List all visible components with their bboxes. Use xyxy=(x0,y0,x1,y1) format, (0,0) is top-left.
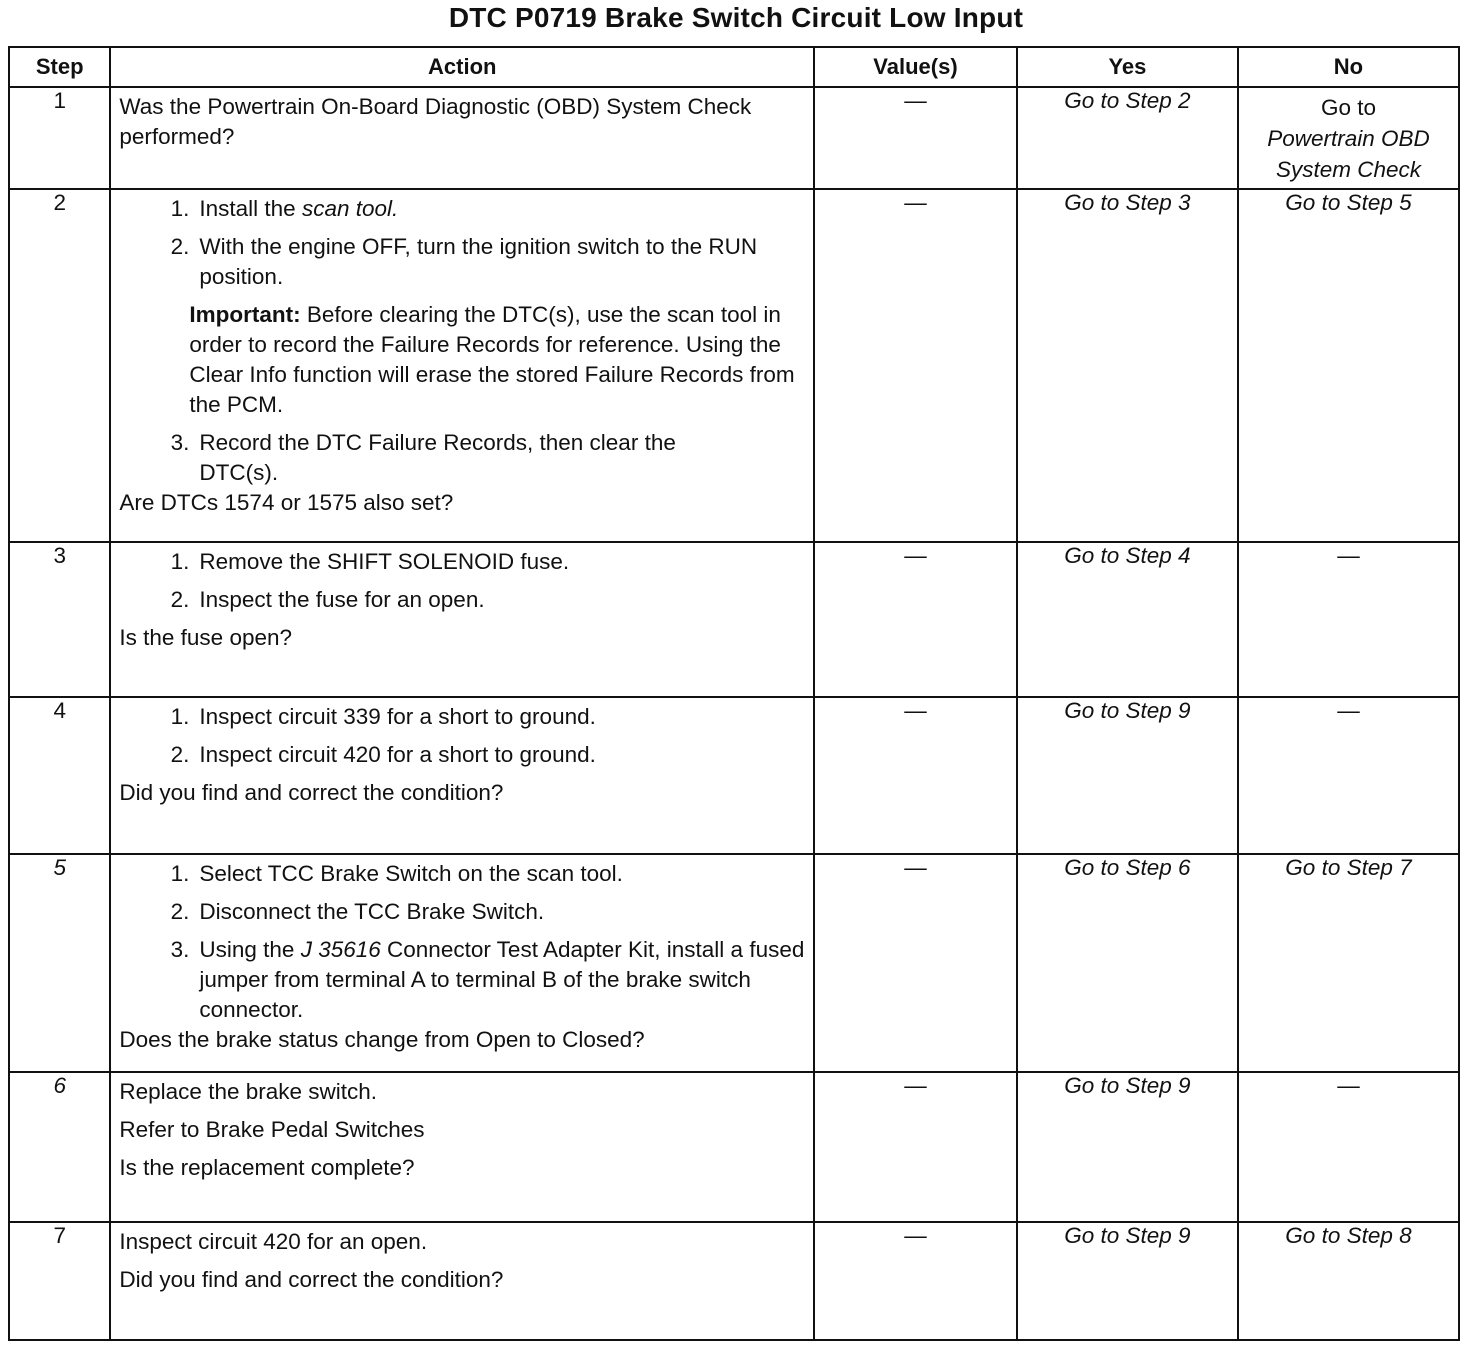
header-no: No xyxy=(1238,47,1459,87)
step-number: 4 xyxy=(9,697,110,854)
step-number: 7 xyxy=(9,1222,110,1340)
item-text: Install the xyxy=(199,196,302,221)
yes-link[interactable]: Go to Step 9 xyxy=(1017,697,1238,854)
action-line: Refer to Brake Pedal Switches xyxy=(119,1117,425,1142)
yes-link[interactable]: Go to Step 9 xyxy=(1017,1222,1238,1340)
no-cell: — xyxy=(1238,1072,1459,1222)
header-yes: Yes xyxy=(1017,47,1238,87)
action-question: Did you find and correct the condition? xyxy=(119,1267,504,1292)
item-number: 2. xyxy=(170,742,190,767)
yes-link[interactable]: Go to Step 6 xyxy=(1017,854,1238,1072)
list-item xyxy=(119,232,807,292)
item-number: 1. xyxy=(170,549,190,574)
yes-link[interactable]: Go to Step 4 xyxy=(1017,542,1238,697)
header-values: Value(s) xyxy=(814,47,1017,87)
list-item xyxy=(119,740,807,770)
value-cell: — xyxy=(814,1072,1017,1222)
action-question: Did you find and correct the condition? xyxy=(119,780,504,805)
item-text: Connector Test Adapter Kit, install a fused jumper from terminal A to terminal B of the brake switch connector. xyxy=(199,937,805,1022)
important-note xyxy=(189,300,807,420)
header-step: Step xyxy=(9,47,110,87)
list-item xyxy=(119,428,807,488)
action-cell xyxy=(110,542,814,697)
action-question: Was the Powertrain On-Board Diagnostic (OBD) System Check performed? xyxy=(119,94,752,149)
item-number: 3. xyxy=(170,937,190,962)
page-title: DTC P0719 Brake Switch Circuit Low Input xyxy=(448,2,1024,33)
action-cell xyxy=(110,87,814,189)
step-number: 2 xyxy=(9,189,110,542)
no-link[interactable]: Go to Step 5 xyxy=(1238,189,1459,542)
item-text: Inspect circuit 420 for a short to ground. xyxy=(199,742,596,767)
item-number: 1. xyxy=(170,196,190,221)
item-text: Inspect the fuse for an open. xyxy=(199,587,485,612)
action-question: Does the brake status change from Open to Closed? xyxy=(119,1027,645,1052)
item-number: 3. xyxy=(170,430,190,455)
action-cell xyxy=(110,1222,814,1340)
list-item xyxy=(119,859,807,889)
value-cell: — xyxy=(814,542,1017,697)
table-row xyxy=(9,189,1459,542)
item-text: Record the DTC Failure Records, then clear the DTC(s). xyxy=(199,430,676,485)
value-cell: — xyxy=(814,189,1017,542)
step-number: 1 xyxy=(9,87,110,189)
action-question: Is the fuse open? xyxy=(119,625,293,650)
table-row xyxy=(9,697,1459,854)
table-row xyxy=(9,542,1459,697)
action-line: Replace the brake switch. xyxy=(119,1079,378,1104)
step-number: 3 xyxy=(9,542,110,697)
no-link[interactable]: Go to Step 7 xyxy=(1238,854,1459,1072)
note-text: Before clearing the DTC(s), use the scan tool in order to record the Failure Records for reference. Using the Clear Info function will erase the stored Failure Records from the PCM. xyxy=(189,302,795,417)
item-number: 2. xyxy=(170,234,190,259)
action-question: Are DTCs 1574 or 1575 also set? xyxy=(119,490,454,515)
list-item xyxy=(119,935,807,1025)
no-link[interactable]: Go to Step 8 xyxy=(1238,1222,1459,1340)
value-cell: — xyxy=(814,87,1017,189)
no-link[interactable]: Powertrain OBD System Check xyxy=(1267,126,1430,182)
value-cell: — xyxy=(814,1222,1017,1340)
list-item xyxy=(119,194,807,224)
list-item xyxy=(119,897,807,927)
item-text: Select TCC Brake Switch on the scan tool. xyxy=(199,861,623,886)
list-item xyxy=(119,547,807,577)
action-line: Inspect circuit 420 for an open. xyxy=(119,1229,428,1254)
action-cell xyxy=(110,697,814,854)
step-number: 6 xyxy=(9,1072,110,1222)
value-cell: — xyxy=(814,854,1017,1072)
header-action: Action xyxy=(110,47,814,87)
item-number: 2. xyxy=(170,587,190,612)
item-text: With the engine OFF, turn the ignition switch to the RUN position. xyxy=(199,234,758,289)
no-cell: — xyxy=(1238,697,1459,854)
action-cell xyxy=(110,1072,814,1222)
yes-link[interactable]: Go to Step 3 xyxy=(1017,189,1238,542)
item-number: 2. xyxy=(170,899,190,924)
item-text: Disconnect the TCC Brake Switch. xyxy=(199,899,545,924)
no-cell: — xyxy=(1238,542,1459,697)
table-row xyxy=(9,854,1459,1072)
value-cell: — xyxy=(814,697,1017,854)
diagnostic-table xyxy=(8,46,1460,1341)
item-text: Inspect circuit 339 for a short to ground. xyxy=(199,704,596,729)
yes-link[interactable]: Go to Step 2 xyxy=(1017,87,1238,189)
action-question: Is the replacement complete? xyxy=(119,1155,415,1180)
yes-link[interactable]: Go to Step 9 xyxy=(1017,1072,1238,1222)
item-number: 1. xyxy=(170,861,190,886)
tool-number: J 35616 xyxy=(300,937,381,962)
no-prefix: Go to xyxy=(1320,95,1376,120)
table-row xyxy=(9,1072,1459,1222)
table-header-row xyxy=(9,47,1459,87)
item-number: 1. xyxy=(170,704,190,729)
note-label: Important: xyxy=(189,302,301,327)
action-cell xyxy=(110,189,814,542)
no-cell xyxy=(1238,87,1459,189)
action-cell xyxy=(110,854,814,1072)
table-row xyxy=(9,87,1459,189)
item-emphasis: scan tool. xyxy=(301,196,399,221)
step-number: 5 xyxy=(9,854,110,1072)
list-item xyxy=(119,585,807,615)
item-text: Using the xyxy=(199,937,301,962)
item-text: Remove the SHIFT SOLENOID fuse. xyxy=(199,549,570,574)
table-row xyxy=(9,1222,1459,1340)
list-item xyxy=(119,702,807,732)
